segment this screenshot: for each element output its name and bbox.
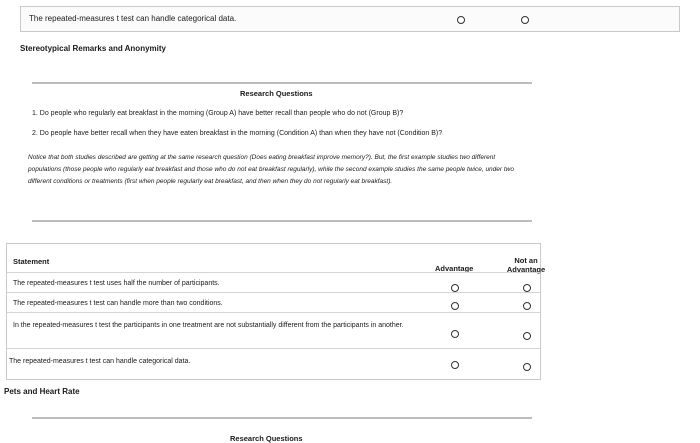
statement-text: In the repeated-measures t test the participants in one treatment are not substantially different from the participants in another. bbox=[13, 322, 404, 329]
table-row bbox=[7, 292, 540, 312]
statement-row-top bbox=[20, 6, 680, 32]
col-header-not-advantage: Not an Advantage bbox=[506, 256, 546, 274]
research-question-2: 2. Do people have better recall when they have eaten breakfast in the morning (Condition A) than when they have not (Condition B)? bbox=[32, 130, 443, 137]
research-note: Notice that both studies described are getting at the same research question (Does eating breakfast improve memory?). But, the first example studies two different populations (those people who regularly eat breakfast and those who do not eat breakfast regularly), while the second example studies the same people twice, under two different conditions or treatments (first when people regularly eat breakfast, and then when they do not regularly eat breakfast). bbox=[28, 154, 514, 185]
research-question-1: 1. Do people who regularly eat breakfast in the morning (Group A) have better recall than people who do not (Group B)? bbox=[32, 110, 404, 117]
divider bbox=[32, 220, 532, 222]
not-advantage-radio[interactable] bbox=[521, 16, 529, 24]
section-title-stereotypical: Stereotypical Remarks and Anonymity bbox=[20, 44, 166, 53]
statement-text: The repeated-measures t test uses half the number of participants. bbox=[13, 280, 220, 287]
col-header-advantage: Advantage bbox=[435, 264, 474, 273]
divider bbox=[32, 82, 532, 84]
not-advantage-radio[interactable] bbox=[523, 302, 531, 310]
not-advantage-radio[interactable] bbox=[523, 332, 531, 340]
divider bbox=[32, 417, 532, 419]
advantage-radio[interactable] bbox=[451, 330, 459, 338]
advantage-radio[interactable] bbox=[451, 302, 459, 310]
not-advantage-radio[interactable] bbox=[523, 284, 531, 292]
table-row bbox=[7, 312, 540, 348]
section-title-pets: Pets and Heart Rate bbox=[4, 387, 80, 396]
advantage-radio[interactable] bbox=[451, 361, 459, 369]
statement-text: The repeated-measures t test can handle more than two conditions. bbox=[13, 300, 223, 307]
statement-table bbox=[6, 243, 546, 380]
not-advantage-radio[interactable] bbox=[523, 363, 531, 371]
advantage-radio[interactable] bbox=[451, 284, 459, 292]
research-questions-title: Research Questions bbox=[230, 434, 303, 443]
col-header-statement: Statement bbox=[13, 257, 50, 266]
research-questions-title: Research Questions bbox=[240, 89, 313, 98]
table-row bbox=[7, 272, 540, 292]
table-row bbox=[7, 348, 540, 380]
advantage-radio[interactable] bbox=[457, 16, 465, 24]
statement-text: The repeated-measures t test can handle categorical data. bbox=[29, 14, 237, 23]
statement-text: The repeated-measures t test can handle categorical data. bbox=[9, 358, 191, 365]
